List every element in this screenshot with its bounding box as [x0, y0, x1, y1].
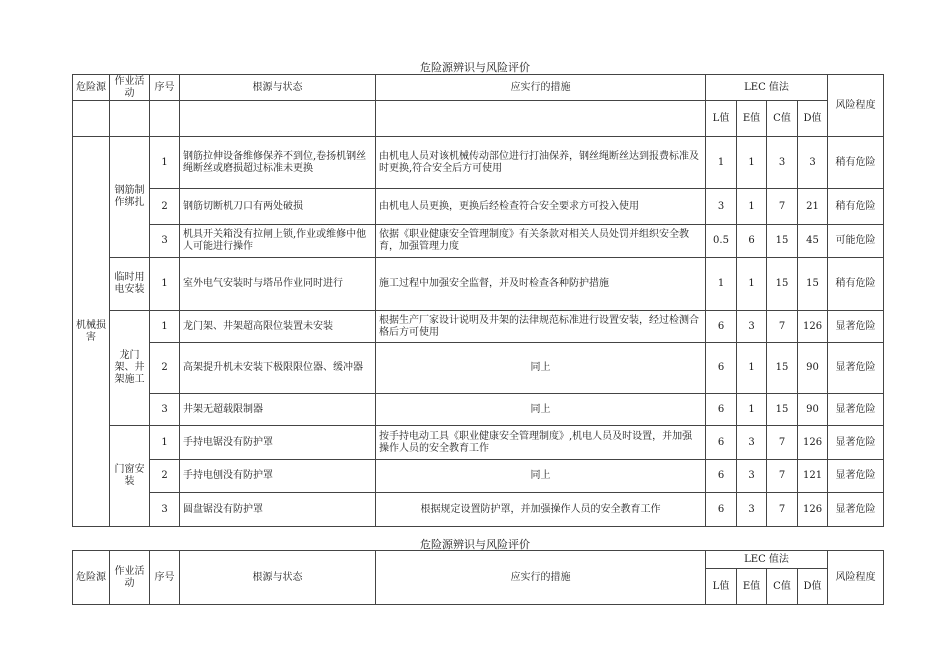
header-activity: 作业活动: [110, 75, 150, 101]
source-cell: 圆盘锯没有防护罩: [180, 493, 376, 527]
e-value: 1: [737, 394, 767, 426]
measure-cell: 施工过程中加强安全监督，并及时检查各种防护措施: [376, 258, 706, 311]
table-row: [73, 189, 884, 225]
d-value: 21: [798, 189, 828, 225]
activity-cell: 门窗安装: [110, 426, 150, 527]
risk-cell: 稍有危险: [828, 137, 884, 189]
header-D: D值: [798, 569, 828, 605]
source-cell: 钢筋拉伸设备维修保养不到位,卷扬机钢丝绳断丝或磨损超过标准未更换: [180, 137, 376, 189]
l-value: 6: [706, 426, 737, 460]
measure-cell: 根据规定设置防护罩，并加强操作人员的安全教育工作: [376, 493, 706, 527]
header-C: C值: [767, 569, 798, 605]
d-value: 90: [798, 394, 828, 426]
seq-cell: 3: [150, 493, 180, 527]
seq-cell: 1: [150, 137, 180, 189]
risk-cell: 显著危险: [828, 343, 884, 394]
l-value: 6: [706, 460, 737, 493]
table-row: [73, 225, 884, 258]
e-value: 1: [737, 343, 767, 394]
seq-cell: 3: [150, 394, 180, 426]
d-value: 126: [798, 493, 828, 527]
header-lec: LEC 值法: [706, 551, 828, 569]
header-E: E值: [737, 569, 767, 605]
source-cell: 高架提升机未安装下极限限位器、缓冲器: [180, 343, 376, 394]
page-title-repeat: 危险源辨识与风险评价: [420, 538, 530, 551]
l-value: 3: [706, 189, 737, 225]
seq-cell: 2: [150, 343, 180, 394]
measure-cell: 根据生产厂家设计说明及井架的法律规范标准进行设置安装，经过检测合格后方可使用: [376, 311, 706, 343]
risk-cell: 显著危险: [828, 394, 884, 426]
c-value: 7: [767, 460, 798, 493]
table-header-row: [73, 551, 884, 569]
measure-cell: 按手持电动工具《职业健康安全管理制度》,机电人员及时设置，并加强操作人员的安全教育工作: [376, 426, 706, 460]
source-cell: 室外电气安装时与塔吊作业同时进行: [180, 258, 376, 311]
measure-cell: 同上: [376, 394, 706, 426]
e-value: 6: [737, 225, 767, 258]
measure-cell: 同上: [376, 343, 706, 394]
table-row: [73, 311, 884, 343]
seq-cell: 1: [150, 258, 180, 311]
header-L: L值: [706, 569, 737, 605]
l-value: 1: [706, 258, 737, 311]
source-cell: 龙门架、井架超高限位装置未安装: [180, 311, 376, 343]
table-row: [73, 426, 884, 460]
header-seq: 序号: [150, 75, 180, 101]
c-value: 7: [767, 426, 798, 460]
activity-cell: 临时用电安装: [110, 258, 150, 311]
header-risk: 风险程度: [828, 75, 884, 137]
c-value: 7: [767, 311, 798, 343]
header-risk: 风险程度: [828, 551, 884, 605]
risk-table: [72, 74, 884, 527]
table-row: [73, 343, 884, 394]
header-D: D值: [798, 101, 828, 137]
d-value: 126: [798, 426, 828, 460]
e-value: 3: [737, 460, 767, 493]
c-value: 15: [767, 258, 798, 311]
l-value: 1: [706, 137, 737, 189]
l-value: 6: [706, 493, 737, 527]
table-row: [73, 258, 884, 311]
table-row: [73, 460, 884, 493]
source-cell: 手持电刨没有防护罩: [180, 460, 376, 493]
risk-table-header-repeat: [72, 550, 884, 605]
header-measures: 应实行的措施: [376, 551, 706, 605]
header-source: 根源与状态: [180, 75, 376, 101]
e-value: 1: [737, 189, 767, 225]
header-lec: LEC 值法: [706, 75, 828, 101]
seq-cell: 3: [150, 225, 180, 258]
d-value: 121: [798, 460, 828, 493]
l-value: 0.5: [706, 225, 737, 258]
seq-cell: 1: [150, 311, 180, 343]
d-value: 45: [798, 225, 828, 258]
risk-cell: 稍有危险: [828, 258, 884, 311]
risk-cell: 显著危险: [828, 311, 884, 343]
header-hazard: 危险源: [73, 75, 110, 101]
d-value: 15: [798, 258, 828, 311]
header-L: L值: [706, 101, 737, 137]
header-C: C值: [767, 101, 798, 137]
seq-cell: 2: [150, 189, 180, 225]
measure-cell: 同上: [376, 460, 706, 493]
c-value: 7: [767, 493, 798, 527]
risk-cell: 显著危险: [828, 493, 884, 527]
risk-cell: 可能危险: [828, 225, 884, 258]
table-header-row: [73, 75, 884, 101]
header-E: E值: [737, 101, 767, 137]
table-header-row: [73, 101, 884, 137]
c-value: 15: [767, 343, 798, 394]
e-value: 1: [737, 258, 767, 311]
header-seq: 序号: [150, 551, 180, 605]
c-value: 7: [767, 189, 798, 225]
seq-cell: 1: [150, 426, 180, 460]
l-value: 6: [706, 394, 737, 426]
page-title: 危险源辨识与风险评价: [420, 61, 530, 74]
header-measures: 应实行的措施: [376, 75, 706, 101]
d-value: 90: [798, 343, 828, 394]
table-row: [73, 137, 884, 189]
table-row: [73, 493, 884, 527]
source-cell: 机具开关箱没有拉闸上锁,作业或维修中他人可能进行操作: [180, 225, 376, 258]
risk-cell: 显著危险: [828, 460, 884, 493]
e-value: 3: [737, 493, 767, 527]
header-hazard: 危险源: [73, 551, 110, 605]
c-value: 3: [767, 137, 798, 189]
source-cell: 钢筋切断机刀口有两处破损: [180, 189, 376, 225]
activity-cell: 龙门架、井架施工: [110, 311, 150, 426]
risk-cell: 稍有危险: [828, 189, 884, 225]
e-value: 3: [737, 426, 767, 460]
source-cell: 井架无超载限制器: [180, 394, 376, 426]
l-value: 6: [706, 311, 737, 343]
header-activity: 作业活动: [110, 551, 150, 605]
hazard-category: 机械损害: [73, 137, 110, 527]
table-row: [73, 394, 884, 426]
l-value: 6: [706, 343, 737, 394]
activity-cell: 钢筋制作绑扎: [110, 137, 150, 258]
c-value: 15: [767, 225, 798, 258]
e-value: 3: [737, 311, 767, 343]
c-value: 15: [767, 394, 798, 426]
seq-cell: 2: [150, 460, 180, 493]
risk-cell: 显著危险: [828, 426, 884, 460]
d-value: 3: [798, 137, 828, 189]
measure-cell: 由机电人员更换，更换后经检查符合安全要求方可投入使用: [376, 189, 706, 225]
source-cell: 手持电锯没有防护罩: [180, 426, 376, 460]
measure-cell: 由机电人员对该机械传动部位进行打油保养，钢丝绳断丝达到报费标准及时更换,符合安全后方可使用: [376, 137, 706, 189]
e-value: 1: [737, 137, 767, 189]
header-source: 根源与状态: [180, 551, 376, 605]
measure-cell: 依据《职业健康安全管理制度》有关条款对相关人员处罚并组织安全教育，加强管理力度: [376, 225, 706, 258]
d-value: 126: [798, 311, 828, 343]
